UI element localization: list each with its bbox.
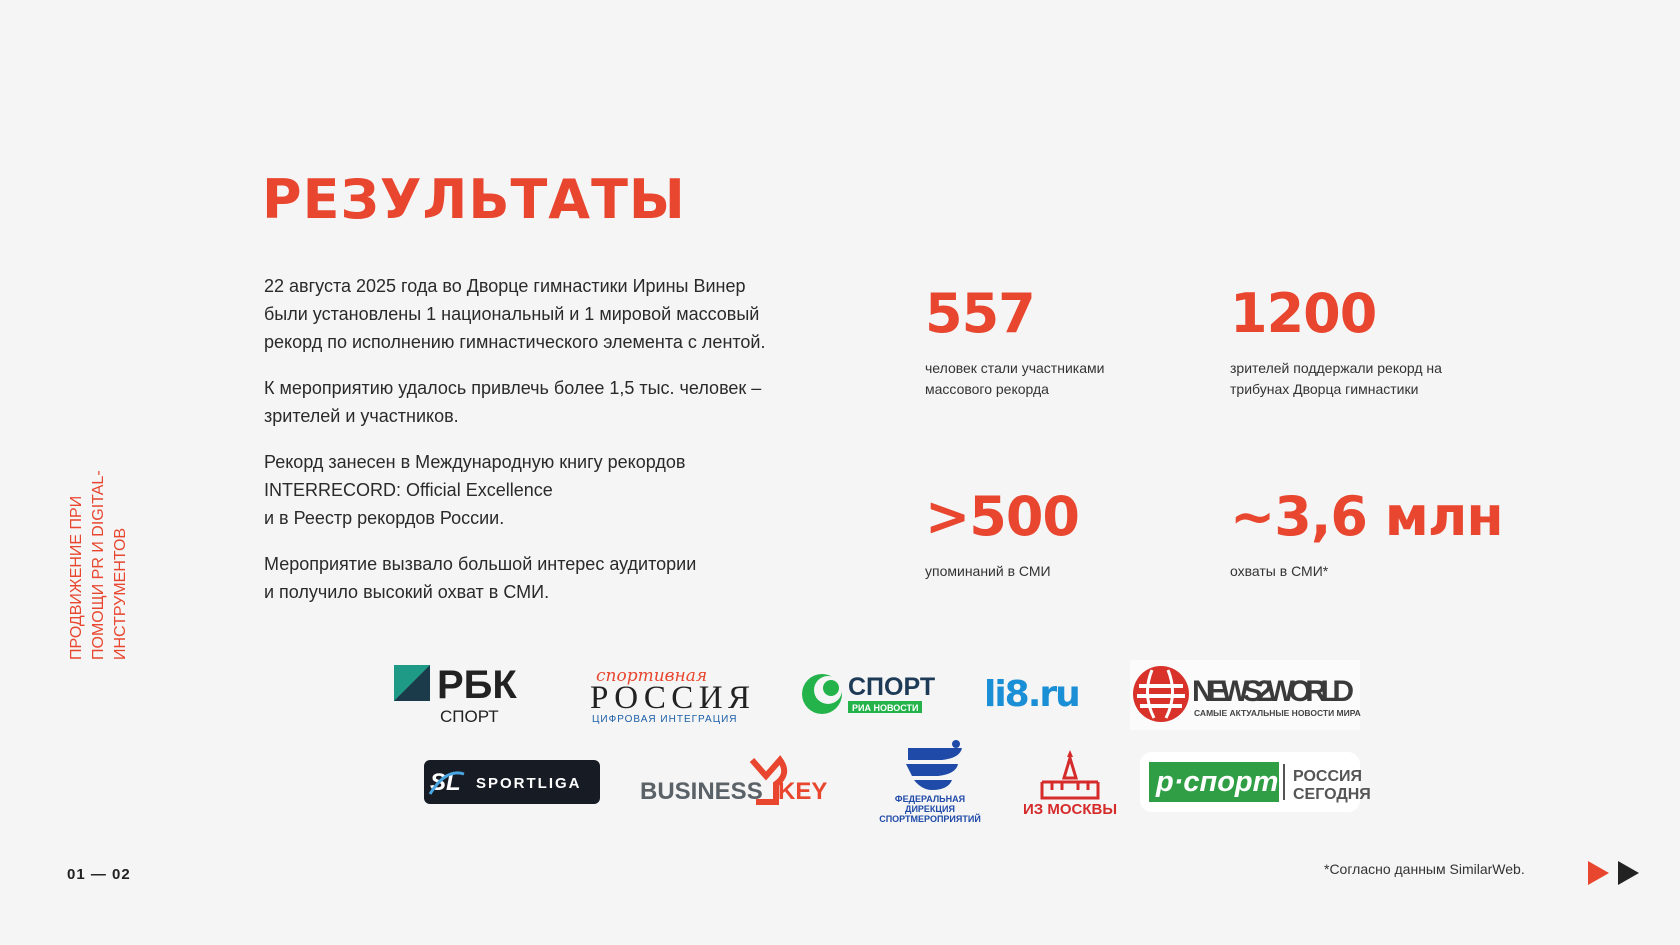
next-page-button[interactable] [1616,860,1640,886]
key-text: KEY [778,778,828,805]
li8-logo [982,670,1082,720]
iz-moskvy-text: ИЗ МОСКВЫ [1022,801,1118,818]
sport-russia-main: РОССИЯ [590,680,750,716]
sportliga-logo [424,760,600,804]
stat-value: ~3,6 млн [1230,485,1503,548]
fdsm-logo [872,740,988,826]
section-label-line: ИНСТРУМЕНТОВ [112,527,129,660]
stat-caption-line: охваты в СМИ* [1230,563,1329,579]
paragraph-line: К мероприятию удалось привлечь более 1,5 тыс. человек – [264,378,762,398]
stat-caption [1230,358,1490,400]
rsport-sub1: РОССИЯ [1293,768,1363,785]
play-icon [1616,860,1640,886]
kremlin-icon [1022,748,1118,818]
paragraph-line: 22 августа 2025 года во Дворце гимнастики Ирины Винер [264,276,746,296]
sport-russia-sub: ЦИФРОВАЯ ИНТЕГРАЦИЯ [592,714,738,725]
stat-value: >500 [925,485,1079,548]
section-label [66,420,132,660]
stat-value: 1200 [1230,282,1377,345]
stat-mentions [925,487,1185,582]
rsport-sub2: СЕГОДНЯ [1293,786,1371,803]
paragraph-line: и в Реестр рекордов России. [264,508,505,528]
sport-russia-logo [588,664,758,724]
stat-caption-line: массового рекорда [925,381,1049,397]
business-key-logo [638,754,828,810]
fdsm-line1: ФЕДЕРАЛЬНАЯ [894,794,966,804]
rbk-text: РБК [437,663,517,707]
page-indicator: 01 — 02 [67,866,131,883]
news2world-icon [1130,660,1360,730]
paragraph-line: зрителей и участников. [264,406,459,426]
rsport-logo [1140,752,1371,812]
description [264,272,824,624]
paragraph [264,550,824,606]
ria-sub-text: РИА НОВОСТИ [852,703,919,713]
section-label-line: ПРОДВИЖЕНИЕ ПРИ [68,495,85,660]
news2world-logo [1130,660,1360,730]
rbk-sport-logo [390,660,536,732]
sport-russia-icon [588,664,758,724]
paragraph [264,448,824,532]
section-label-line: ПОМОЩИ PR И DIGITAL- [90,470,107,660]
sport-russia-script: спортивная [596,666,708,686]
stat-value: 557 [925,282,1035,345]
stat-caption [925,358,1185,400]
stat-caption-line: упоминаний в СМИ [925,563,1051,579]
sport-ria-logo [800,668,944,720]
stat-participants [925,284,1185,400]
fdsm-icon [872,740,988,826]
business-text: BUSINESS [640,778,763,805]
li8-text: li8.ru [984,674,1079,715]
footnote: *Согласно данным SimilarWeb. [1324,861,1525,877]
page-title: РЕЗУЛЬТАТЫ [262,168,686,231]
ria-icon [800,668,944,720]
iz-moskvy-logo [1022,748,1118,818]
stat-caption-line: трибунах Дворца гимнастики [1230,381,1419,397]
stat-spectators [1230,284,1490,400]
paragraph [264,272,824,356]
prev-page-button[interactable] [1586,860,1610,886]
paragraph-line: были установлены 1 национальный и 1 мировой массовый [264,304,760,324]
stat-reach [1230,487,1570,582]
news2world-sub: САМЫЕ АКТУАЛЬНЫЕ НОВОСТИ МИРА [1194,708,1361,718]
stat-caption [1230,561,1570,582]
sportliga-text: SPORTLIGA [476,775,582,792]
play-icon [1586,860,1610,886]
rsport-icon [1140,752,1371,812]
stat-caption [925,561,1185,582]
sportliga-mark: SL [430,769,461,796]
paragraph [264,374,824,430]
ria-main-text: СПОРТ [848,673,936,701]
news2world-text: NEWS2WORLD [1192,675,1354,708]
rsport-text: р·спорт [1156,766,1279,798]
paragraph-line: INTERRECORD: Official Excellence [264,480,553,500]
rbk-sub-text: СПОРТ [440,707,499,726]
sportliga-icon [424,760,600,804]
business-key-icon [638,754,828,810]
paragraph-line: рекорд по исполнению гимнастического элемента с лентой. [264,332,766,352]
paragraph-line: Рекорд занесен в Международную книгу рекордов [264,452,686,472]
stat-caption-line: зрителей поддержали рекорд на [1230,360,1442,376]
fdsm-line2: ДИРЕКЦИЯ [905,804,955,814]
stat-caption-line: человек стали участниками [925,360,1105,376]
fdsm-line3: СПОРТМЕРОПРИЯТИЙ [879,814,981,824]
rbk-icon [390,660,536,732]
paragraph-line: Мероприятие вызвало большой интерес аудитории [264,554,697,574]
paragraph-line: и получило высокий охват в СМИ. [264,582,550,602]
li8-icon [982,670,1082,720]
